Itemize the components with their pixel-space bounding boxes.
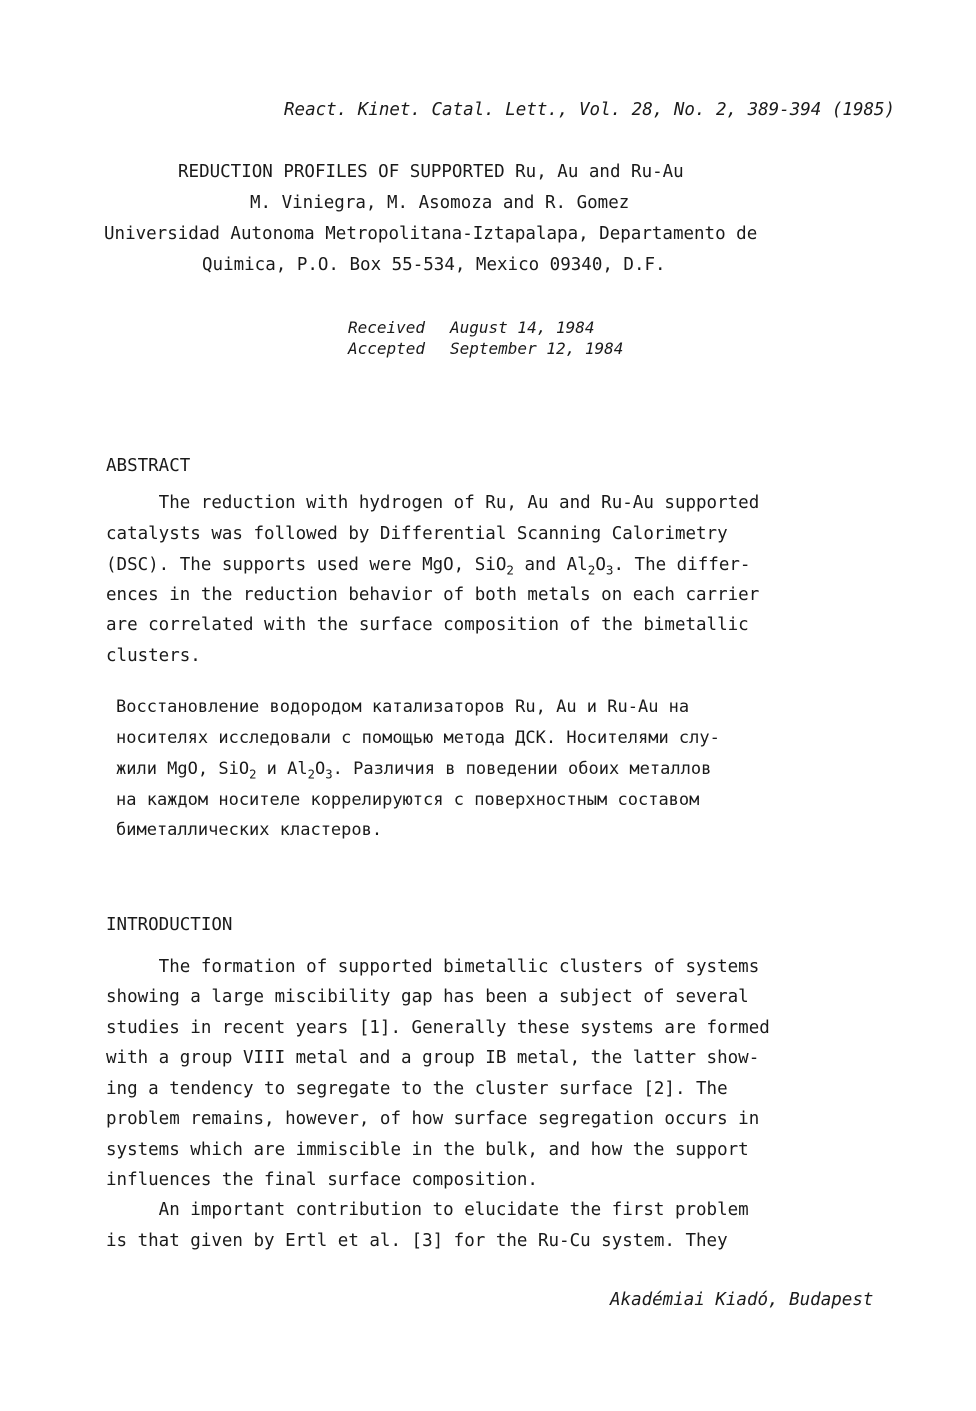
abstract-line: clusters. [106, 646, 201, 666]
abstract-line: The reduction with hydrogen of Ru, Au and Ru-Au supported [106, 493, 760, 513]
received-date: August 14, 1984 [450, 318, 595, 337]
intro-line: systems which are immiscible in the bulk, and how the support [106, 1140, 749, 1160]
intro-line: is that given by Ertl et al. [3] for the Ru-Cu system. They [106, 1231, 728, 1251]
russian-abstract-line: на каждом носителе коррелируются с поверхностным составом [116, 790, 700, 810]
publisher-footer: Akadémiai Kiadó, Budapest [610, 1290, 874, 1310]
russian-abstract-line: биметаллических кластеров. [116, 820, 383, 840]
intro-line: studies in recent years [1]. Generally these systems are formed [106, 1018, 770, 1038]
affiliation-line-1: Universidad Autonoma Metropolitana-Iztapalapa, Departamento de [104, 224, 758, 244]
authors: M. Viniegra, M. Asomoza and R. Gomez [250, 193, 630, 213]
abstract-line: ences in the reduction behavior of both metals on each carrier [106, 585, 760, 605]
intro-line: ing a tendency to segregate to the cluster surface [2]. The [106, 1079, 728, 1099]
intro-line: showing a large miscibility gap has been a subject of several [106, 987, 749, 1007]
intro-line: with a group VIII metal and a group IB metal, the latter show- [106, 1048, 760, 1068]
abstract-line: (DSC). The supports used were MgO, SiO$_2$ and $Al_2O_3$. The differ- [106, 555, 751, 578]
abstract-line: are correlated with the surface composition of the bimetallic [106, 615, 749, 635]
intro-line: problem remains, however, of how surface segregation occurs in [106, 1109, 760, 1129]
accepted-date: September 12, 1984 [450, 339, 624, 358]
intro-line: An important contribution to elucidate the first problem [106, 1200, 749, 1220]
russian-abstract-line: носителях исследовали с помощью метода ДСК. Носителями слу- [116, 728, 720, 748]
introduction-heading: INTRODUCTION [106, 915, 233, 935]
intro-line: influences the final surface composition. [106, 1170, 538, 1190]
paper-title: REDUCTION PROFILES OF SUPPORTED Ru, Au and Ru-Au [178, 162, 684, 182]
abstract-heading: ABSTRACT [106, 456, 191, 476]
accepted-label: Accepted [348, 339, 426, 358]
russian-abstract-line: Восстановление водородом катализаторов Ru, Au и Ru-Au на [116, 697, 690, 717]
russian-abstract-line: жили MgO, SiO$_2$ и $Al_2O_3$. Различия в поведении обоих металлов [116, 759, 712, 782]
journal-citation: React. Kinet. Catal. Lett., Vol. 28, No. 2, 389-394 (1985) [284, 100, 896, 120]
received-label: Received [348, 318, 426, 337]
intro-line: The formation of supported bimetallic clusters of systems [106, 957, 760, 977]
affiliation-line-2: Quimica, P.O. Box 55-534, Mexico 09340, D.F. [202, 255, 666, 275]
abstract-line: catalysts was followed by Differential Scanning Calorimetry [106, 524, 728, 544]
